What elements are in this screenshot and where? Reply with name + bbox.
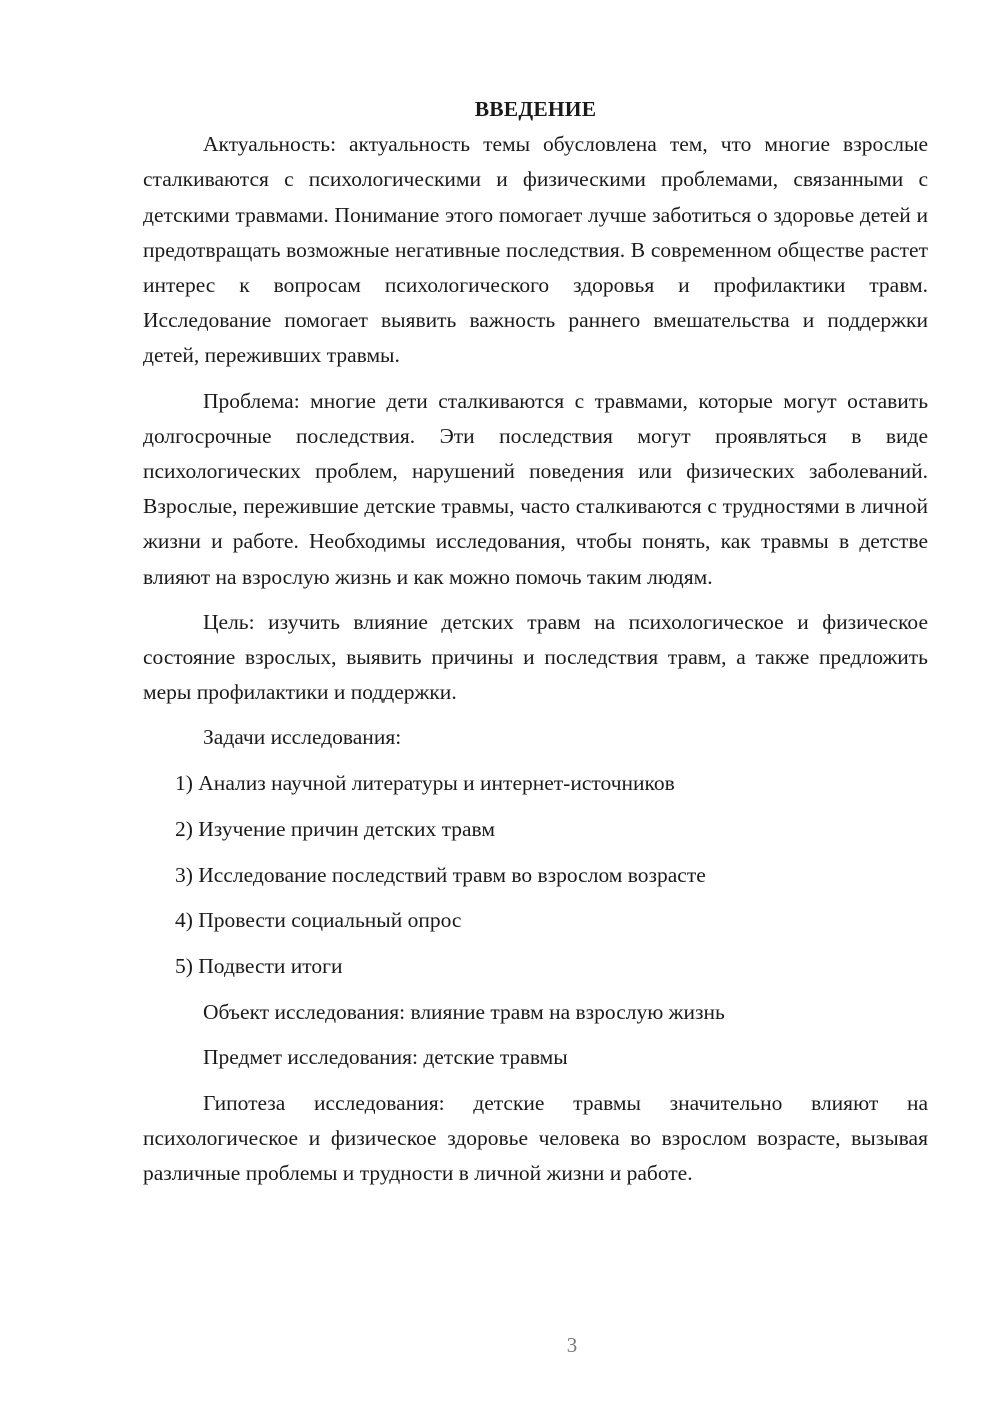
list-item: 2) Изучение причин детских травм xyxy=(175,816,495,841)
tasks-list xyxy=(143,766,928,984)
list-item: 4) Провести социальный опрос xyxy=(175,908,462,933)
list-item: 3) Исследование последствий травм во взрослом возрасте xyxy=(175,862,706,887)
page-number: 3 xyxy=(566,1333,578,1357)
list-item: 5) Подвести итоги xyxy=(175,953,343,978)
page-title: ВВЕДЕНИЕ xyxy=(474,97,597,121)
tasks-heading: Задачи исследования: xyxy=(203,725,402,750)
paragraph-problem: Проблема: многие дети сталкиваются с травмами, которые могут оставить долгосрочные последствия. Эти последствия могут проявляться в виде психологических проблем, нарушений поведения или физических заболеваний. Взрослые, пережившие детские травмы, часто сталкиваются с трудностями в личной жизни и работе. Необходимы исследования, чтобы понять, как травмы в детстве влияют на взрослую жизнь и как можно помочь таким людям. xyxy=(143,388,928,589)
research-subject: Предмет исследования: детские травмы xyxy=(203,1045,568,1070)
document-page xyxy=(143,92,928,1202)
paragraph-relevance: Актуальность: актуальность темы обусловлена тем, что многие взрослые сталкиваются с психологическими и физическими проблемами, связанными с детскими травмами. Понимание этого помогает лучше заботиться о здоровье детей и предотвращать возможные негативные последствия. В современном обществе растет интерес к вопросам психологического здоровья и профилактики травм. Исследование помогает выявить важность раннего вмешательства и поддержки детей, переживших травмы. xyxy=(143,132,928,368)
paragraph-hypothesis: Гипотеза исследования: детские травмы значительно влияют на психологическое и физическое здоровье человека во взрослом возрасте, вызывая различные проблемы и трудности в личной жизни и работе. xyxy=(143,1091,928,1186)
paragraph-goal: Цель: изучить влияние детских травм на психологическое и физическое состояние взрослых, выявить причины и последствия травм, а также предложить меры профилактики и поддержки. xyxy=(143,609,928,705)
list-item: 1) Анализ научной литературы и интернет-источников xyxy=(175,771,675,796)
research-object: Объект исследования: влияние травм на взрослую жизнь xyxy=(203,999,725,1024)
